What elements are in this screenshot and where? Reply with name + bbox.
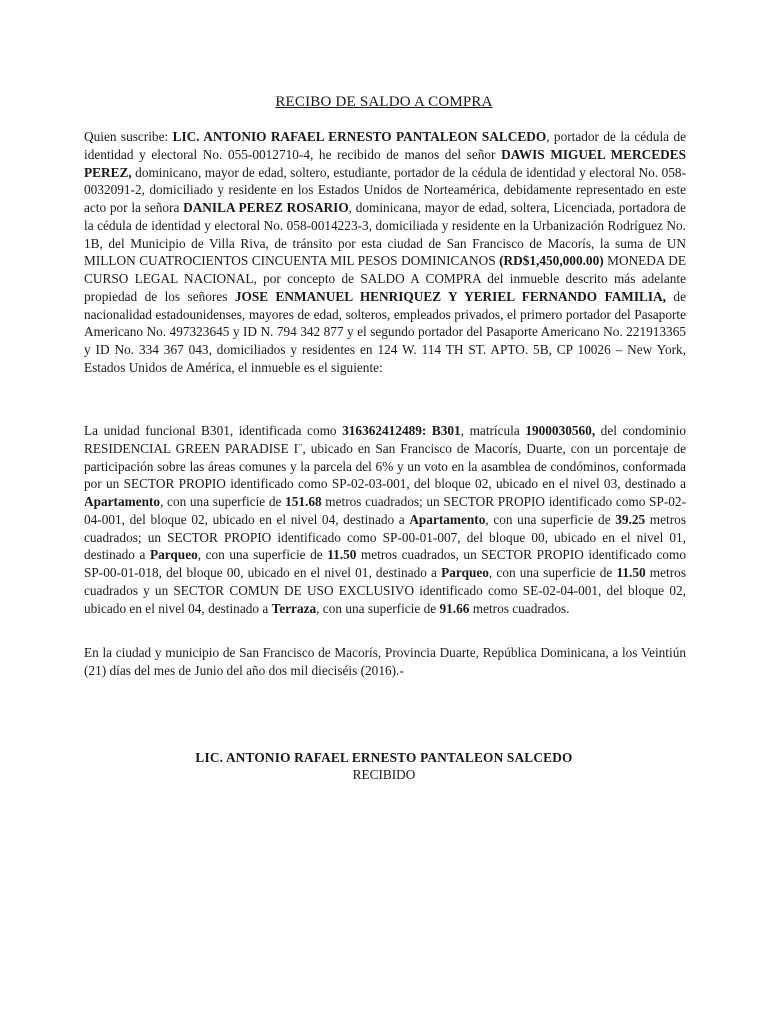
bold-text-run: 11.50 bbox=[327, 547, 357, 563]
text-run: , matrícula bbox=[460, 423, 526, 438]
bold-text-run: Apartamento bbox=[409, 511, 486, 527]
text-run: MONEDA DE CURSO LEGAL NACIONAL, por concepto de SALDO A COMPRA del inmueble descrito más adelante propiedad de los señores bbox=[84, 253, 686, 304]
bold-text-run: (RD$1,450,000.00) bbox=[499, 253, 604, 269]
text-run: metros cuadrados; un SECTOR PROPIO identificado como SP-02-04-001, del bloque 02, ubicado en el nivel 04, destinado a bbox=[84, 494, 686, 527]
text-run: de nacionalidad estadounidenses, mayores de edad, solteros, empleados privados, el primero portador del Pasaporte Americano No. 497323645 y ID N. 794 342 877 y el segundo portador del Pasaporte Americano No. 221913365 y ID No. 334 367 043, domiciliados y residentes en 124 W. 114 TH ST. APTO. 5B, CP 10026 – New York, Estados Unidos de América, el inmueble es el siguiente: bbox=[84, 288, 686, 375]
bold-text-run: Apartamento bbox=[84, 494, 161, 509]
text-run: , con una superficie de bbox=[485, 511, 616, 527]
bold-text-run: 151.68 bbox=[285, 494, 322, 509]
bold-text-run: DAWIS MIGUEL MERCEDES PEREZ, bbox=[84, 146, 686, 180]
signature-name: LIC. ANTONIO RAFAEL ERNESTO PANTALEON SALCEDO bbox=[195, 750, 573, 765]
text-run: metros cuadrados; un SECTOR PROPIO identificado como SP-00-01-007, del bloque 00, ubicado en el nivel 01, destinado a bbox=[84, 511, 686, 563]
bold-text-run: 11.50 bbox=[616, 565, 646, 580]
bold-text-run: JOSE ENMANUEL HENRIQUEZ Y YERIEL FERNANDO FAMILIA, bbox=[234, 288, 666, 304]
bold-text-run: Parqueo bbox=[149, 547, 198, 563]
bold-text-run: 39.25 bbox=[615, 511, 646, 527]
bold-text-run: 91.66 bbox=[439, 600, 470, 616]
text-run: La unidad funcional B301, identificada como bbox=[84, 423, 343, 438]
text-run: , con una superficie de bbox=[316, 600, 440, 616]
text-run: dominicano, mayor de edad, soltero, estudiante, portador de la cédula de identidad y electoral No. 058-0032091-2, domiciliado y residente en los Estados Unidos de Norteamérica, debidamente representado en este acto por la señora bbox=[84, 164, 686, 215]
text-run: , con una superficie de bbox=[160, 494, 286, 509]
text-run: metros cuadrados, un SECTOR PROPIO identificado como SP-00-01-018, del bloque 00, ubicado en el nivel 01, destinado a bbox=[84, 547, 686, 580]
document-title: RECIBO DE SALDO A COMPRA bbox=[275, 94, 493, 110]
text-run: Quien suscribe: bbox=[84, 129, 173, 144]
bold-text-run: DANILA PEREZ ROSARIO bbox=[183, 200, 349, 215]
text-run: metros cuadrados. bbox=[469, 600, 570, 616]
text-run: del condominio RESIDENCIAL GREEN PARADISE I¨, ubicado en San Francisco de Macorís, Duarte, con un porcentaje de participación sobre las áreas comunes y la parcela del 6% y un voto en la asamblea de condóminos, conformada por un SECTOR PROPIO identificado como SP-02-03-001, del bloque 02, ubicado en el nivel 03, destinado a bbox=[84, 423, 686, 492]
bold-text-run: Terraza bbox=[271, 600, 317, 616]
date-place-paragraph bbox=[84, 644, 686, 680]
text-run: , dominicana, mayor de edad, soltera, Licenciada, portadora de la cédula de identidad y electoral No. 058-0014223-3, domiciliada y residente en la Urbanización Rodríguez No. 1B, del Municipio de Villa Riva, de tránsito por esta ciudad de San Francisco de Macorís, la suma de UN MILLON CUATROCIENTOS CINCUENTA MIL PESOS DOMINICANOS bbox=[84, 200, 687, 269]
bold-text-run: LIC. ANTONIO RAFAEL ERNESTO PANTALEON SALCEDO bbox=[172, 129, 547, 144]
signature-label: RECIBIDO bbox=[352, 767, 416, 782]
bold-text-run: 316362412489: B301 bbox=[342, 423, 461, 438]
text-run: , portador de la cédula de identidad y electoral No. 055-0012710-4, he recibido de manos del señor bbox=[84, 129, 686, 162]
text-run: , con una superficie de bbox=[197, 547, 328, 563]
property-description-paragraph bbox=[84, 422, 686, 617]
text-run: metros cuadrados y un SECTOR COMUN DE USO EXCLUSIVO identificado como SE-02-04-001, del bloque 02, ubicado en el nivel 04, destinado a bbox=[84, 565, 686, 616]
bold-text-run: 1900030560, bbox=[525, 423, 596, 438]
text-run: , con una superficie de bbox=[488, 565, 617, 580]
text-run: En la ciudad y municipio de San Francisco de Macorís, Provincia Duarte, República Dominicana, a los Veintiún (21) días del mes de Junio del año dos mil dieciséis (2016).- bbox=[84, 645, 686, 678]
bold-text-run: Parqueo bbox=[441, 565, 489, 580]
receipt-paragraph bbox=[84, 128, 686, 377]
